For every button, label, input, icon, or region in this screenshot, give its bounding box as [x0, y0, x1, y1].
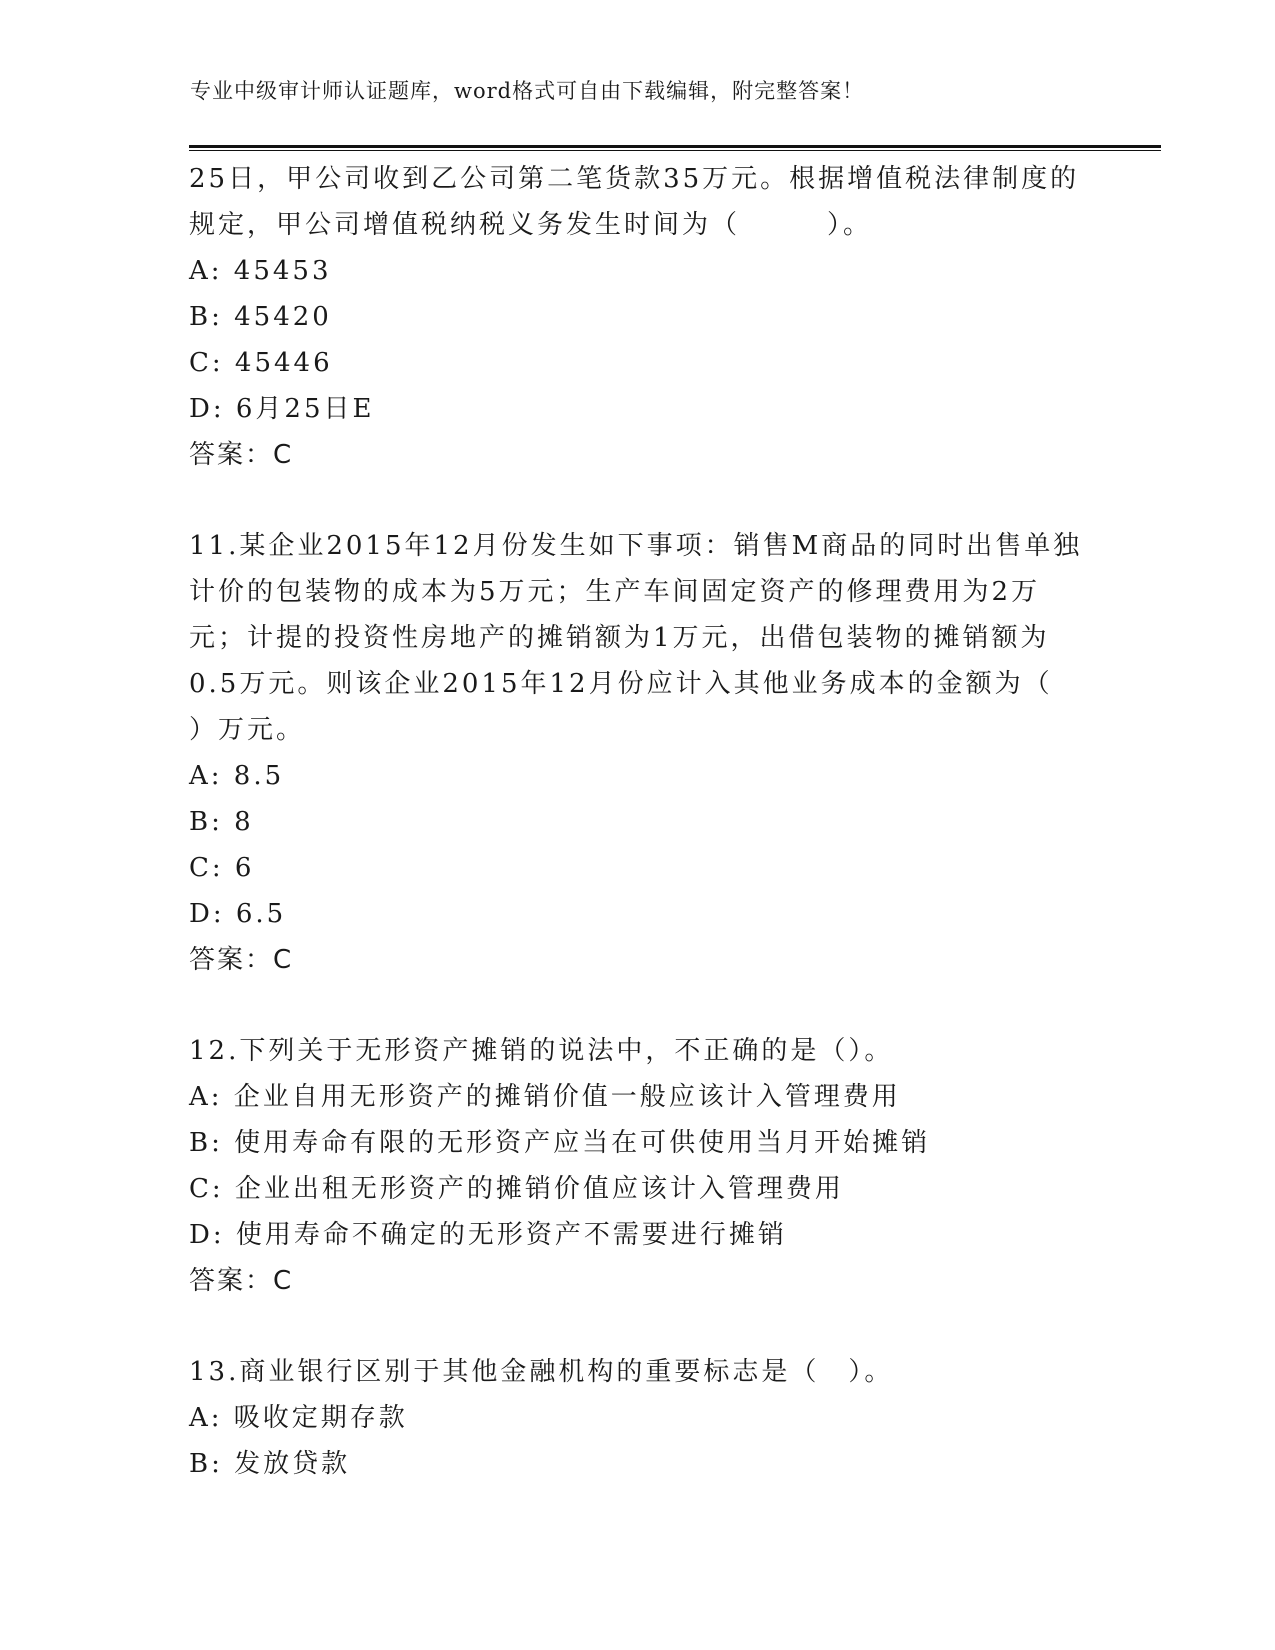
option-d: D: 使用寿命不确定的无形资产不需要进行摊销 — [189, 1220, 787, 1250]
option-c: C: 45446 — [189, 348, 333, 378]
option-a: A: 企业自用无形资产的摊销价值一般应该计入管理费用 — [189, 1082, 901, 1112]
question-text-line: 11.某企业2015年12月份发生如下事项：销售M商品的同时出售单独 — [189, 531, 1083, 561]
option-b: B: 45420 — [189, 302, 332, 332]
option-c: C: 6 — [189, 853, 255, 883]
option-b: B: 8 — [189, 807, 254, 837]
option-a: A: 45453 — [189, 256, 332, 286]
option-b: B: 发放贷款 — [189, 1449, 351, 1479]
question-text-line: 0.5万元。则该企业2015年12月份应计入其他业务成本的金额为（ — [189, 669, 1053, 699]
answer-label: 答案：C — [189, 945, 294, 975]
header-divider — [189, 145, 1161, 152]
answer-label: 答案：C — [189, 440, 294, 470]
question-text-line: 规定，甲公司增值税纳税义务发生时间为（ ）。 — [189, 210, 873, 240]
question-13 — [189, 1349, 1089, 1487]
question-text-line: 计价的包装物的成本为5万元；生产车间固定资产的修理费用为2万 — [189, 577, 1041, 607]
option-b: B: 使用寿命有限的无形资产应当在可供使用当月开始摊销 — [189, 1128, 931, 1158]
question-text-line: 25日，甲公司收到乙公司第二笔货款35万元。根据增值税法律制度的 — [189, 164, 1080, 194]
question-text-line: 元；计提的投资性房地产的摊销额为1万元，出借包装物的摊销额为 — [189, 623, 1050, 653]
question-text-line: 13.商业银行区别于其他金融机构的重要标志是（ ）。 — [189, 1357, 894, 1387]
question-11 — [189, 523, 1089, 983]
question-text-line: 12.下列关于无形资产摊销的说法中，不正确的是（）。 — [189, 1036, 894, 1066]
question-12 — [189, 1028, 1089, 1304]
option-a: A: 8.5 — [189, 761, 285, 791]
answer-label: 答案：C — [189, 1266, 294, 1296]
option-d: D: 6.5 — [189, 899, 287, 929]
option-a: A: 吸收定期存款 — [189, 1403, 408, 1433]
option-d: D: 6月25日E — [189, 394, 375, 424]
question-10-tail — [189, 156, 1089, 478]
page-header-title: 专业中级审计师认证题库，word格式可自由下载编辑，附完整答案！ — [190, 79, 865, 103]
question-text-line: ）万元。 — [189, 715, 306, 745]
option-c: C: 企业出租无形资产的摊销价值应该计入管理费用 — [189, 1174, 844, 1204]
question-content — [189, 156, 1089, 1487]
